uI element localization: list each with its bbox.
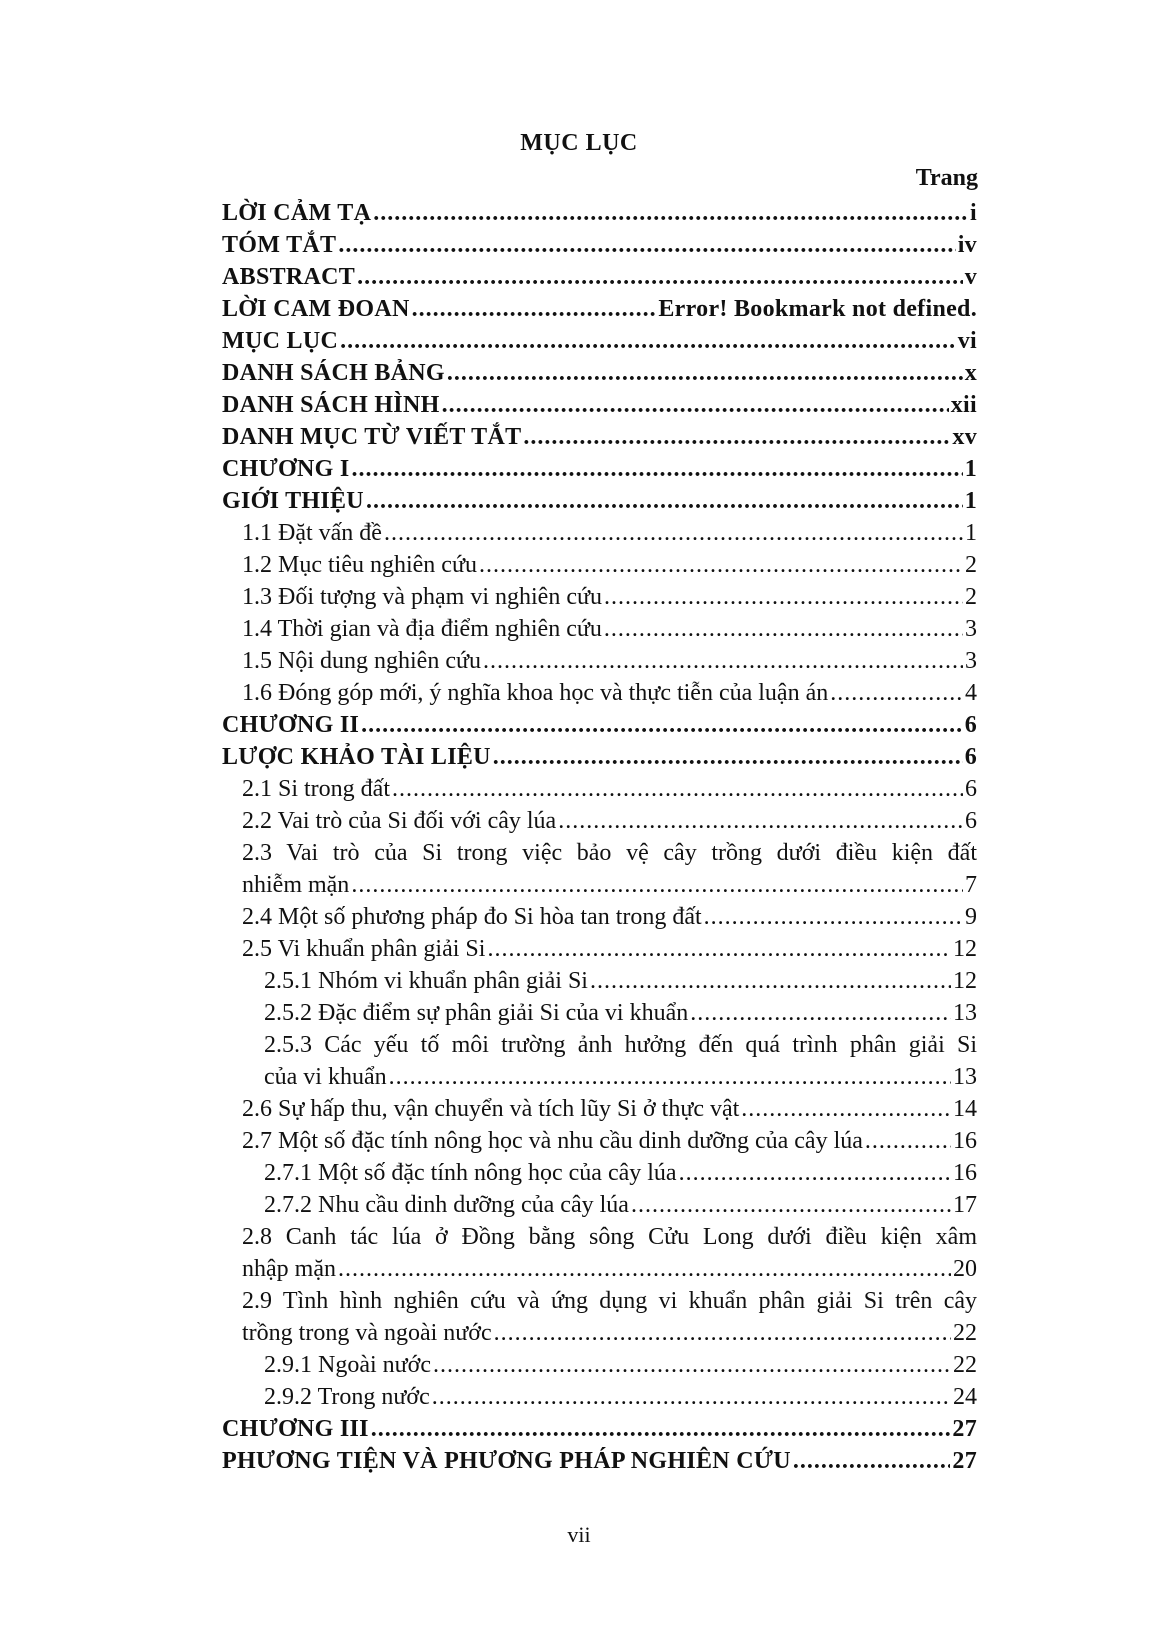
toc-entry-2-5-3-cont[interactable]: của vi khuẩn ..... 13 [222, 1061, 977, 1093]
toc-entry-chuong-2[interactable]: CHƯƠNG II ..... 6 [222, 709, 977, 741]
table-of-contents [222, 197, 977, 1477]
toc-entry-2-8[interactable]: 2.8 Canh tác lúa ở Đồng bằng sông Cửu Long dưới điều kiện xâm [242, 1224, 977, 1250]
toc-entry-danh-muc-tu-viet-tat[interactable]: DANH MỤC TỪ VIẾT TẮT ..... xv [222, 421, 977, 453]
page-number-footer: vii [567, 1522, 591, 1547]
toc-entry-2-9-1[interactable]: 2.9.1 Ngoài nước ..... 22 [222, 1349, 977, 1381]
toc-entry-2-6[interactable]: 2.6 Sự hấp thu, vận chuyển và tích lũy Si ở thực vật ..... 14 [222, 1093, 977, 1125]
toc-entry-1-5[interactable]: 1.5 Nội dung nghiên cứu ..... 3 [222, 645, 977, 677]
toc-entry-1-3[interactable]: 1.3 Đối tượng và phạm vi nghiên cứu ..... 2 [222, 581, 977, 613]
toc-entry-2-1[interactable]: 2.1 Si trong đất ..... 6 [222, 773, 977, 805]
toc-entry-2-7-1[interactable]: 2.7.1 Một số đặc tính nông học của cây lúa ..... 16 [222, 1157, 977, 1189]
toc-entry-danh-sach-bang[interactable]: DANH SÁCH BẢNG ..... x [222, 357, 977, 389]
toc-entry-2-4[interactable]: 2.4 Một số phương pháp đo Si hòa tan trong đất ..... 9 [222, 901, 977, 933]
page-column-label: Trang [915, 165, 978, 191]
toc-entry-phuong-tien[interactable]: PHƯƠNG TIỆN VÀ PHƯƠNG PHÁP NGHIÊN CỨU ..... 27 [222, 1445, 977, 1477]
toc-entry-1-1[interactable]: 1.1 Đặt vấn đề ..... 1 [222, 517, 977, 549]
toc-entry-2-8-cont[interactable]: nhập mặn ..... 20 [222, 1253, 977, 1285]
toc-entry-abstract[interactable]: ABSTRACT ..... v [222, 261, 977, 293]
toc-entry-chuong-3[interactable]: CHƯƠNG III ..... 27 [222, 1413, 977, 1445]
toc-entry-tom-tat[interactable]: TÓM TẮT ..... iv [222, 229, 977, 261]
toc-entry-luoc-khao-tai-lieu[interactable]: LƯỢC KHẢO TÀI LIỆU ..... 6 [222, 741, 977, 773]
toc-entry-muc-luc[interactable]: MỤC LỤC ..... vi [222, 325, 977, 357]
toc-entry-1-6[interactable]: 1.6 Đóng góp mới, ý nghĩa khoa học và thực tiễn của luận án ..... 4 [222, 677, 977, 709]
toc-entry-2-3[interactable]: 2.3 Vai trò của Si trong việc bảo vệ cây trồng dưới điều kiện đất [242, 840, 977, 866]
toc-entry-loi-cam-doan[interactable]: LỜI CAM ĐOAN ..... Error! Bookmark not defined. [222, 293, 977, 325]
toc-entry-2-7[interactable]: 2.7 Một số đặc tính nông học và nhu cầu dinh dưỡng của cây lúa ..... 16 [222, 1125, 977, 1157]
toc-entry-1-2[interactable]: 1.2 Mục tiêu nghiên cứu ..... 2 [222, 549, 977, 581]
page-title: MỤC LỤC [520, 130, 638, 156]
toc-entry-2-5-2[interactable]: 2.5.2 Đặc điểm sự phân giải Si của vi khuẩn ..... 13 [222, 997, 977, 1029]
toc-entry-1-4[interactable]: 1.4 Thời gian và địa điểm nghiên cứu ..... 3 [222, 613, 977, 645]
toc-entry-2-9-2[interactable]: 2.9.2 Trong nước ..... 24 [222, 1381, 977, 1413]
toc-entry-loi-cam-ta[interactable]: LỜI CẢM TẠ ..... i [222, 197, 977, 229]
toc-entry-2-5-1[interactable]: 2.5.1 Nhóm vi khuẩn phân giải Si ..... 12 [222, 965, 977, 997]
bookmark-error-text: Error! Bookmark not defined. [658, 296, 977, 322]
toc-entry-2-3-cont[interactable]: nhiễm mặn ..... 7 [222, 869, 977, 901]
toc-entry-2-5[interactable]: 2.5 Vi khuẩn phân giải Si ..... 12 [222, 933, 977, 965]
toc-entry-2-5-3[interactable]: 2.5.3 Các yếu tố môi trường ảnh hưởng đến quá trình phân giải Si [264, 1032, 977, 1058]
toc-entry-2-7-2[interactable]: 2.7.2 Nhu cầu dinh dưỡng của cây lúa ..... 17 [222, 1189, 977, 1221]
toc-entry-gioi-thieu[interactable]: GIỚI THIỆU ..... 1 [222, 485, 977, 517]
toc-entry-2-9[interactable]: 2.9 Tình hình nghiên cứu và ứng dụng vi khuẩn phân giải Si trên cây [242, 1288, 977, 1314]
toc-entry-danh-sach-hinh[interactable]: DANH SÁCH HÌNH ..... xii [222, 389, 977, 421]
toc-entry-2-2[interactable]: 2.2 Vai trò của Si đối với cây lúa ..... 6 [222, 805, 977, 837]
toc-entry-2-9-cont[interactable]: trồng trong và ngoài nước ..... 22 [222, 1317, 977, 1349]
toc-entry-chuong-1[interactable]: CHƯƠNG I ..... 1 [222, 453, 977, 485]
